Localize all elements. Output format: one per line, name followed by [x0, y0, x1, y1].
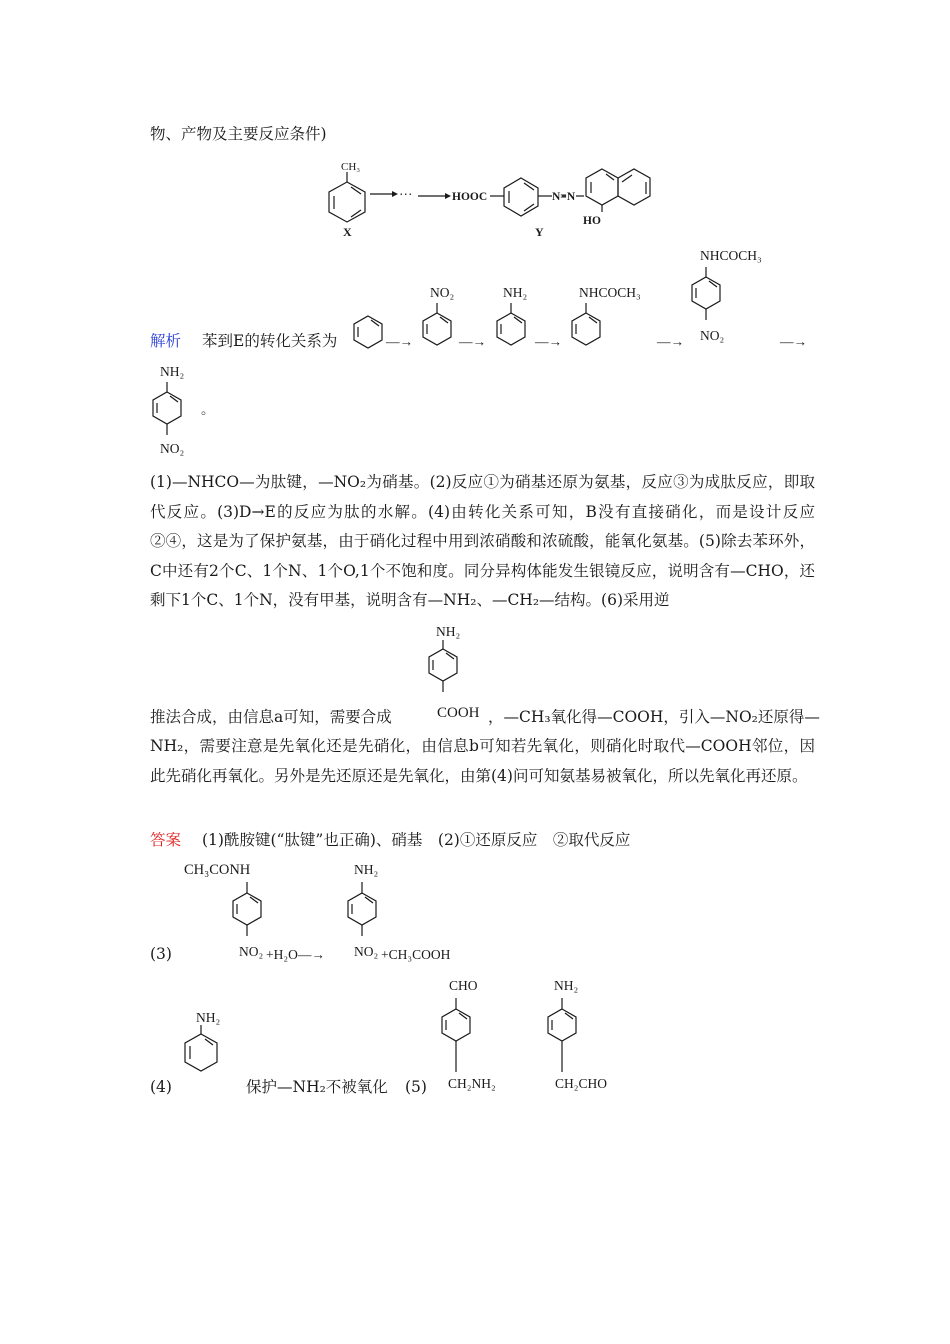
ch2nh2-label: CH₂NH₂ — [448, 1076, 496, 1091]
period: 。 — [201, 402, 215, 417]
dots-label: ··· — [399, 187, 413, 202]
answer-q5: (5) — [405, 1078, 427, 1096]
answer-line1: (1)酰胺键(“肽键”也正确)、硝基 (2)①还原反应 ②取代反应 — [202, 831, 631, 849]
para6-after: ，—CH₃氧化得—COOH，引入—NO₂还原得— — [488, 708, 820, 726]
nh2-label: NH₂ — [503, 285, 528, 300]
azo-label: N=N — [552, 191, 576, 203]
arrow: —→ — [386, 334, 413, 349]
analysis-intro: 苯到E的转化关系为 — [202, 332, 338, 350]
hooc-label: HOOC — [452, 191, 488, 203]
nh2-label: NH₂ — [196, 1010, 221, 1025]
ch3conh-label: CH₃CONH — [184, 862, 251, 878]
no2-label: NO₂ — [354, 944, 379, 959]
answer-protect: 保护—NH₂不被氧化 — [246, 1078, 388, 1096]
nh2-label: NH₂ — [554, 978, 579, 993]
ch3-label: CH₃ — [341, 161, 361, 173]
label-y: Y — [535, 225, 544, 239]
header-line: 物、产物及主要反应条件) — [150, 125, 327, 143]
ho-label: HO — [583, 215, 601, 227]
nhcoch3-label: NHCOCH₃ — [579, 285, 641, 300]
nh2-label: NH₂ — [436, 624, 461, 639]
answer-q4: (4) — [150, 1078, 172, 1096]
plus-acetic-acid-label: +CH₃COOH — [381, 947, 451, 962]
no2-label: NO₂ — [239, 944, 264, 959]
arrow: —→ — [657, 334, 684, 349]
explanation-paragraph-continued: NH₂，需要注意是先氧化还是先硝化，由信息b可知若先氧化，则硝化时取代—COOH邻位，因此先硝化再氧化。另外是先还原还是先氧化，由第(4)问可知氨基易被氧化，所以先氧化再还原。 — [150, 737, 815, 785]
answer-label: 答案 — [150, 831, 182, 849]
arrow: —→ — [535, 334, 562, 349]
nh2-label: NH₂ — [354, 862, 379, 877]
nh2-label: NH₂ — [160, 364, 185, 379]
explanation-paragraph: (1)—NHCO—为肽键，—NO₂为硝基。(2)反应①为硝基还原为氨基，反应③为成肽反应，即取代反应。(3)D→E的反应为肽的水解。(4)由转化关系可知，B没有直接硝化，而是设计反应②④，这是为了保护氨基，由于硝化过程中用到浓硝酸和浓硫酸，能氧化氨基。(5)除去苯环外，C中还有2个C、1个N、1个O,1个不饱和度。同分异构体能发生银镜反应，说明含有—CHO，还剩下1个C、1个N，没有甲基，说明含有—NH₂、—CH₂—结构。(6)采用逆 — [150, 473, 815, 610]
arrow: —→ — [780, 334, 807, 349]
no2-label: NO₂ — [430, 285, 455, 300]
answer-q3: (3) — [150, 945, 172, 963]
no2-label: NO₂ — [160, 441, 185, 456]
no2-label: NO₂ — [700, 328, 725, 343]
nhcoch3-label: NHCOCH₃ — [700, 248, 762, 263]
para6-before: 推法合成，由信息a可知，需要合成 — [150, 708, 392, 726]
cooh-label: COOH — [437, 705, 480, 721]
analysis-label: 解析 — [150, 332, 182, 350]
label-x: X — [343, 225, 352, 239]
plus-h2o-label: +H₂O—→ — [266, 947, 325, 962]
arrow: —→ — [459, 334, 486, 349]
ch2cho-label: CH₂CHO — [555, 1076, 607, 1091]
cho-label: CHO — [449, 978, 478, 993]
